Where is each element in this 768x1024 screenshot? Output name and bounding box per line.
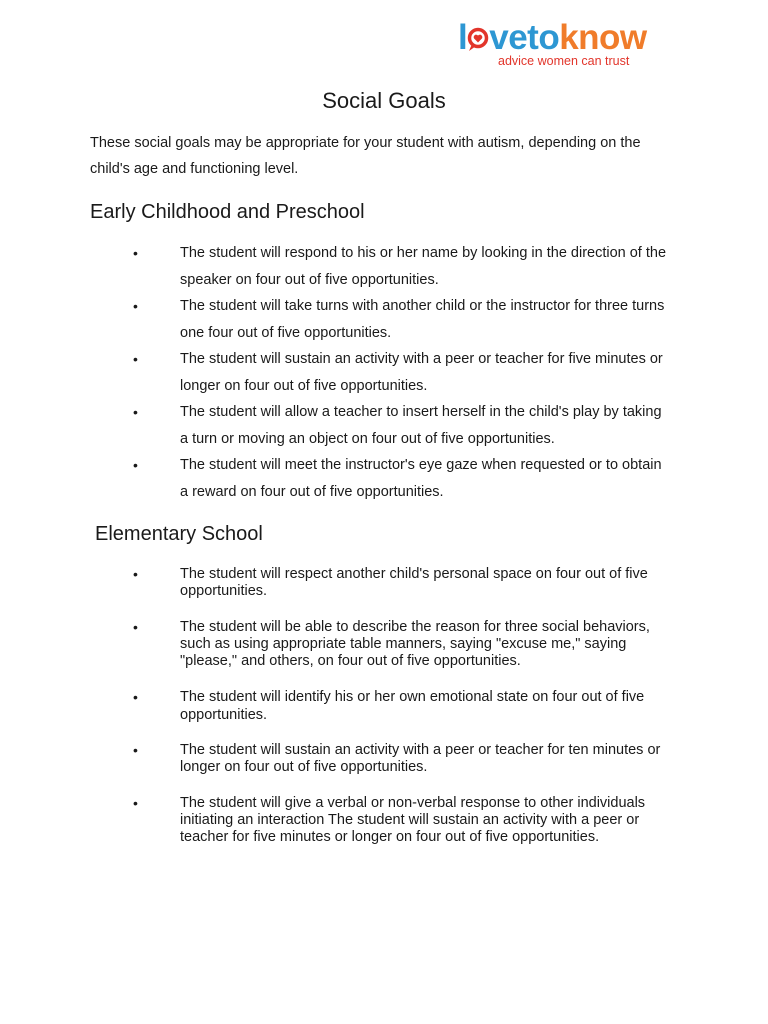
goal-text: The student will be able to describe the reason for three social behaviors, such as using appropriate table manners, saying "excuse me," saying "please," and others, on four out of five opportunities.: [180, 618, 650, 670]
bullet: •: [133, 404, 138, 420]
bullet: •: [133, 298, 138, 314]
list-item: [0, 240, 768, 293]
bullet: •: [133, 794, 138, 811]
page-title: Social Goals: [322, 88, 446, 113]
heart-in-o-icon: [467, 18, 489, 58]
bullet: •: [133, 457, 138, 473]
bullet: •: [133, 245, 138, 261]
goal-text: The student will give a verbal or non-verbal response to other individuals initiating an interaction The student will sustain an activity with a peer or teacher for five minutes or longer on four out of five opportunities.: [180, 794, 646, 846]
section-heading-early-childhood: Early Childhood and Preschool: [90, 201, 365, 223]
goal-text: The student will take turns with another child or the instructor for three turns one four out of five opportunities.: [180, 298, 665, 341]
goal-text: The student will sustain an activity with a peer or teacher for ten minutes or longer on four out of five opportunities.: [180, 742, 661, 776]
goal-text: The student will identify his or her own emotional state on four out of five opportunities.: [180, 689, 645, 723]
intro-paragraph: These social goals may be appropriate for your student with autism, depending on the child's age and functioning level.: [90, 135, 641, 177]
goal-text: The student will sustain an activity with a peer or teacher for five minutes or longer on four out of five opportunities.: [180, 351, 663, 394]
list-item: [0, 452, 768, 505]
list-item: [0, 795, 768, 847]
goal-text: The student will respect another child's personal space on four out of five opportunities.: [180, 566, 648, 600]
list-item: [0, 689, 768, 724]
bullet: •: [133, 351, 138, 367]
section-heading-elementary-school: Elementary School: [95, 523, 263, 545]
elementary-school-goal-list: [0, 566, 768, 847]
list-item: [0, 399, 768, 452]
goal-text: The student will respond to his or her name by looking in the direction of the speaker on four out of five opportunities.: [180, 245, 667, 288]
logo-wordmark: [458, 18, 647, 58]
list-item: [0, 619, 768, 671]
goal-text: The student will meet the instructor's eye gaze when requested or to obtain a reward on four out of five opportunities.: [180, 457, 662, 500]
logo-word-know: know: [559, 18, 647, 57]
logo-word-veto: veto: [489, 18, 560, 57]
goal-text: The student will allow a teacher to insert herself in the child's play by taking a turn or moving an object on four out of five opportunities.: [180, 404, 662, 447]
list-item: [0, 566, 768, 601]
list-item: [0, 742, 768, 777]
bullet: •: [133, 618, 138, 635]
bullet: •: [133, 689, 138, 706]
early-childhood-goal-list: [0, 240, 768, 505]
bullet: •: [133, 742, 138, 759]
list-item: [0, 346, 768, 399]
logo-tagline: advice women can trust: [498, 54, 630, 68]
bullet: •: [133, 566, 138, 582]
list-item: [0, 293, 768, 346]
logo-letter-l: l: [458, 18, 468, 57]
lovetoknow-logo[interactable]: [458, 18, 670, 70]
